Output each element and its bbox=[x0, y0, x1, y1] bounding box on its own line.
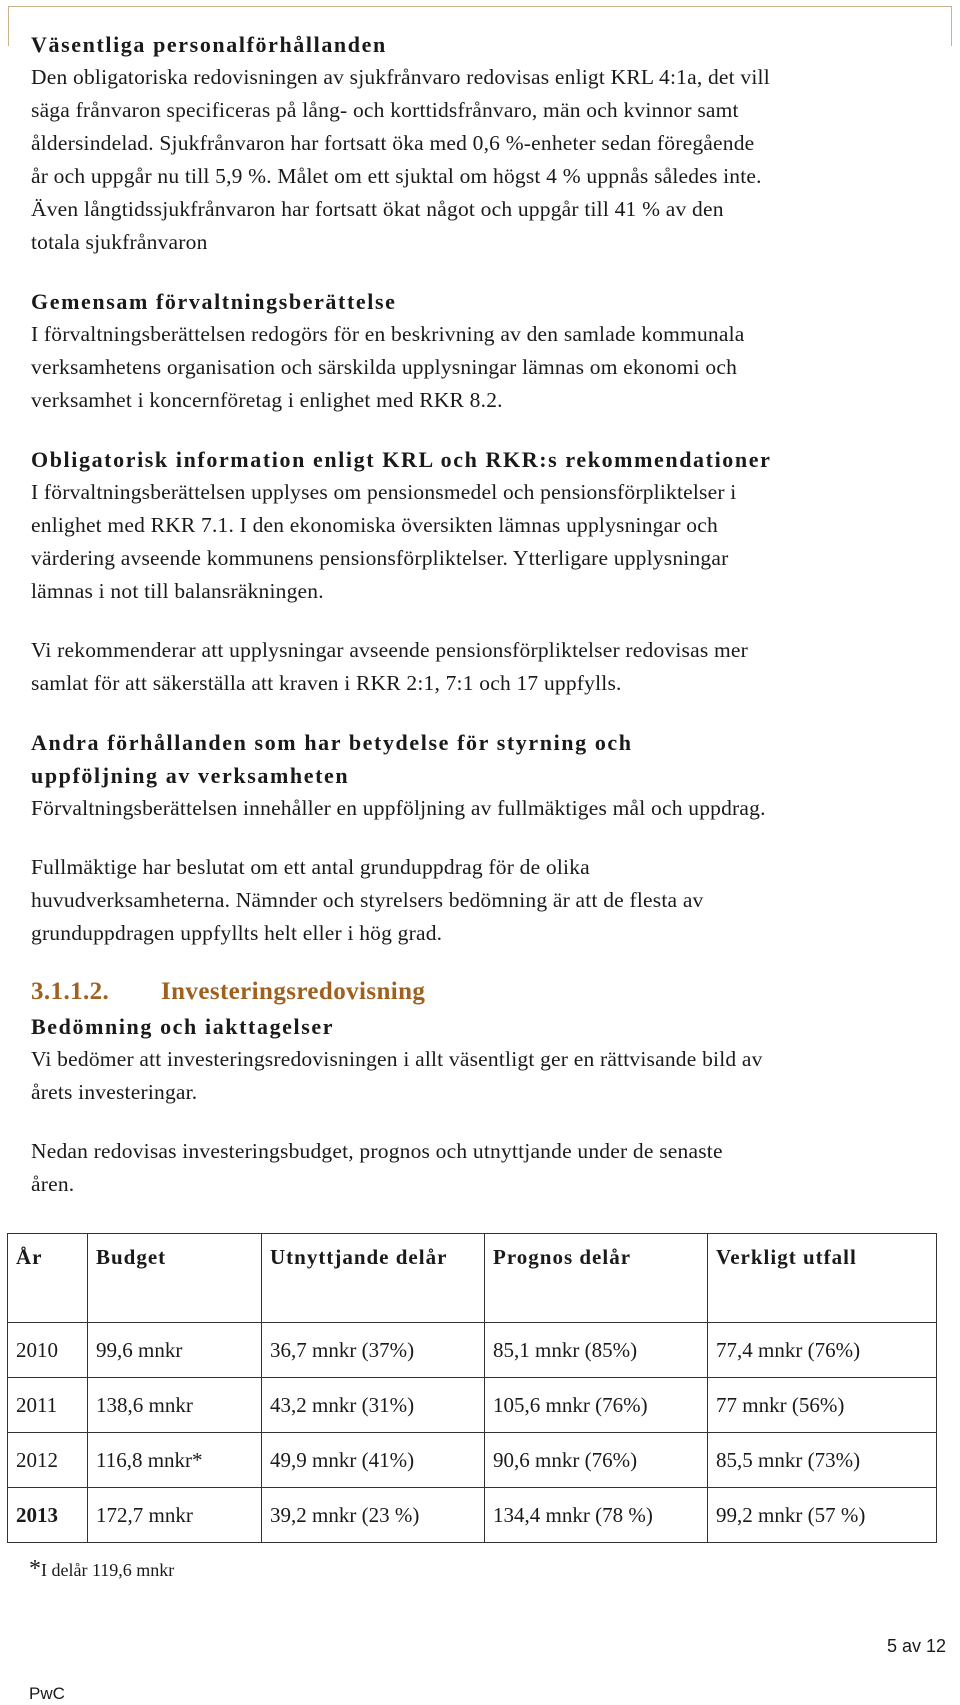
table-footnote bbox=[29, 1556, 174, 1583]
section-heading: Obligatorisk information enligt KRL och RKR:s rekommendationer bbox=[31, 447, 772, 472]
page-number: 5 av 12 bbox=[886, 1636, 946, 1656]
paragraph: I förvaltningsberättelsen upplyses om pensionsmedel och pensionsförpliktelser i enlighet med RKR 7.1. I den ekonomiska översikten lämnas upplysningar och värdering avseende kommunens pensionsförpliktelser. Ytterligare upplysningar lämnas i not till balansräkningen. bbox=[31, 480, 737, 603]
table-cell: 105,6 mnkr (76%) bbox=[485, 1378, 708, 1433]
table-cell: 99,2 mnkr (57 %) bbox=[708, 1488, 937, 1543]
table-cell: 77 mnkr (56%) bbox=[708, 1378, 937, 1433]
column-header-year: År bbox=[8, 1234, 88, 1323]
column-header-actual: Verkligt utfall bbox=[708, 1234, 937, 1323]
table-row bbox=[8, 1488, 937, 1543]
paragraph: Vi bedömer att investeringsredovisningen i allt väsentligt ger en rättvisande bild av årets investeringar. bbox=[31, 1047, 763, 1104]
table-cell: 116,8 mnkr* bbox=[88, 1433, 262, 1488]
left-corner-rule bbox=[8, 6, 9, 46]
footnote-text: I delår 119,6 mnkr bbox=[41, 1560, 175, 1580]
section-number: 3.1.1.2. bbox=[31, 978, 110, 1005]
table-cell: 2010 bbox=[8, 1323, 88, 1378]
table-cell: 172,7 mnkr bbox=[88, 1488, 262, 1543]
table-cell: 2012 bbox=[8, 1433, 88, 1488]
paragraph: Nedan redovisas investeringsbudget, prognos och utnyttjande under de senaste åren. bbox=[31, 1139, 723, 1196]
table-cell: 90,6 mnkr (76%) bbox=[485, 1433, 708, 1488]
section-title: Investeringsredovisning bbox=[161, 978, 426, 1005]
table-cell: 77,4 mnkr (76%) bbox=[708, 1323, 937, 1378]
investment-table bbox=[7, 1233, 937, 1543]
section-heading: Gemensam förvaltningsberättelse bbox=[31, 289, 397, 314]
top-border-rule bbox=[8, 6, 952, 7]
table-cell: 36,7 mnkr (37%) bbox=[262, 1323, 485, 1378]
table-header-row bbox=[8, 1234, 937, 1323]
numbered-section-title bbox=[31, 974, 951, 1010]
table-row bbox=[8, 1378, 937, 1433]
table-cell: 39,2 mnkr (23 %) bbox=[262, 1488, 485, 1543]
table-cell: 2011 bbox=[8, 1378, 88, 1433]
footnote-marker: * bbox=[29, 1556, 41, 1582]
column-header-utilization: Utnyttjande delår bbox=[262, 1234, 485, 1323]
footer-brand: PwC bbox=[29, 1684, 65, 1703]
section-heading: Andra förhållanden som har betydelse för styrning och uppföljning av verksamheten bbox=[31, 730, 633, 788]
section-heading: Väsentliga personalförhållanden bbox=[31, 32, 387, 57]
paragraph: I förvaltningsberättelsen redogörs för en beskrivning av den samlade kommunala verksamhetens organisation och särskilda upplysningar lämnas om ekonomi och verksamhet i koncernföretag i enlighet med RKR 8.2. bbox=[31, 322, 745, 412]
table-row bbox=[8, 1433, 937, 1488]
table-row bbox=[8, 1323, 937, 1378]
table-cell: 43,2 mnkr (31%) bbox=[262, 1378, 485, 1433]
table-cell: 134,4 mnkr (78 %) bbox=[485, 1488, 708, 1543]
paragraph: Den obligatoriska redovisningen av sjukfrånvaro redovisas enligt KRL 4:1a, det vill säga frånvaron specificeras på lång- och korttidsfrånvaro, män och kvinnor samt åldersindelad. Sjukfrånvaron har fortsatt öka med 0,6 %-enheter sedan föregående år och uppgår nu till 5,9 %. Målet om ett sjuktal om högst 4 % uppnås således inte. Även långtidssjukfrånvaron har fortsatt ökat något och uppgår till 41 % av den totala sjukfrånvaron bbox=[31, 65, 770, 254]
column-header-budget: Budget bbox=[88, 1234, 262, 1323]
table-cell: 49,9 mnkr (41%) bbox=[262, 1433, 485, 1488]
right-corner-rule bbox=[951, 6, 952, 46]
document-body bbox=[31, 28, 951, 1201]
paragraph: Förvaltningsberättelsen innehåller en uppföljning av fullmäktiges mål och uppdrag. bbox=[31, 796, 766, 820]
table-cell: 138,6 mnkr bbox=[88, 1378, 262, 1433]
paragraph: Vi rekommenderar att upplysningar avseende pensionsförpliktelser redovisas mer samlat för att säkerställa att kraven i RKR 2:1, 7:1 och 17 uppfylls. bbox=[31, 638, 749, 695]
paragraph: Fullmäktige har beslutat om ett antal grunduppdrag för de olika huvudverksamheterna. Nämnder och styrelsers bedömning är att de flesta av grunduppdragen uppfyllts helt eller i hög grad. bbox=[31, 855, 704, 945]
table-cell: 85,1 mnkr (85%) bbox=[485, 1323, 708, 1378]
table-cell: 2013 bbox=[8, 1488, 88, 1543]
section-heading: Bedömning och iakttagelser bbox=[31, 1014, 335, 1039]
table-cell: 99,6 mnkr bbox=[88, 1323, 262, 1378]
table-cell: 85,5 mnkr (73%) bbox=[708, 1433, 937, 1488]
column-header-forecast: Prognos delår bbox=[485, 1234, 708, 1323]
